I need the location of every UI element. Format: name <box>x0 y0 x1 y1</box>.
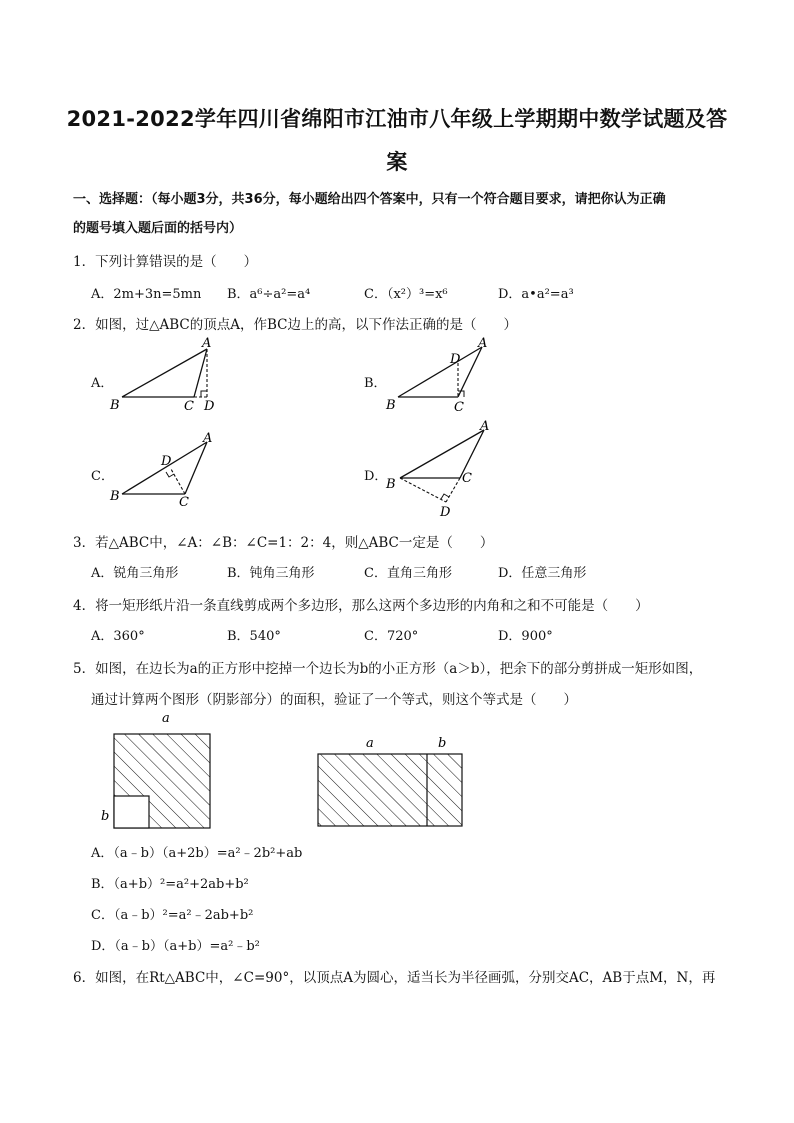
question-1-option-a: A．2m+3n=5mn <box>91 287 202 302</box>
question-3-option-a: A．锐角三角形 <box>91 566 179 581</box>
question-2-option-b-label: B． <box>364 376 387 391</box>
question-2-figure-a <box>100 335 230 420</box>
point-label-c: C <box>184 399 194 414</box>
question-5-option-d: D．（a﹣b）（a+b）=a²﹣b² <box>91 939 260 954</box>
question-2-stem: 2．如图，过△ABC的顶点A，作BC边上的高，以下作法正确的是（ ） <box>73 317 517 333</box>
point-label-c: C <box>462 471 472 486</box>
point-label-b: B <box>386 477 396 492</box>
point-label-c: C <box>454 400 464 415</box>
point-label-a: A <box>202 336 212 351</box>
label-side-b: b <box>438 736 447 751</box>
label-side-b: b <box>101 809 110 824</box>
question-4-stem: 4．将一矩形纸片沿一条直线剪成两个多边形，那么这两个多边形的内角和之和不可能是（ ） <box>73 598 649 614</box>
question-4-option-b: B．540° <box>227 629 281 644</box>
point-label-a: A <box>478 336 488 351</box>
question-3-stem: 3．若△ABC中，∠A：∠B：∠C=1：2：4，则△ABC一定是（ ） <box>73 535 494 551</box>
question-3-option-b: B．钝角三角形 <box>227 566 315 581</box>
question-5-figure-square <box>96 706 226 831</box>
question-2-option-a-label: A． <box>91 376 114 391</box>
question-4-option-a: A．360° <box>91 629 145 644</box>
question-2-option-c-label: C． <box>91 469 114 484</box>
point-label-a: A <box>480 419 490 434</box>
question-2-option-d-label: D． <box>364 469 388 484</box>
point-label-b: B <box>386 398 396 413</box>
page-title: 2021-2022学年四川省绵阳市江油市八年级上学期期中数学试题及答 <box>66 107 728 131</box>
question-5-option-a: A．（a﹣b）（a+2b）=a²﹣2b²+ab <box>91 846 303 861</box>
label-side-a: a <box>162 711 170 726</box>
question-3-option-c: C．直角三角形 <box>364 566 452 581</box>
question-5-stem-continued: 通过计算两个图形（阴影部分）的面积，验证了一个等式，则这个等式是（ ） <box>91 692 577 708</box>
point-label-d: D <box>161 454 172 469</box>
point-label-b: B <box>110 398 120 413</box>
question-5-figure-rectangle <box>310 730 470 830</box>
question-5-option-c: C．（a﹣b）²=a²﹣2ab+b² <box>91 908 254 923</box>
question-1-option-c: C．（x²）³=x⁶ <box>364 287 448 302</box>
question-1-option-d: D．a•a²=a³ <box>498 287 574 302</box>
label-side-a: a <box>366 736 374 751</box>
question-5-option-b: B．（a+b）²=a²+2ab+b² <box>91 877 249 892</box>
question-5-stem: 5．如图，在边长为a的正方形中挖掉一个边长为b的小正方形（a＞b），把余下的部分剪拼成一矩形如图， <box>73 661 703 677</box>
page-title-continued: 案 <box>386 150 408 174</box>
point-label-d: D <box>440 505 451 520</box>
question-4-option-d: D．900° <box>498 629 553 644</box>
question-2-figure-b <box>378 335 508 420</box>
point-label-d: D <box>450 352 461 367</box>
question-6-stem: 6．如图，在Rt△ABC中，∠C=90°，以顶点A为圆心，适当长为半径画弧，分别交AC，AB于点M，N，再 <box>73 970 716 986</box>
question-1-stem: 1．下列计算错误的是（ ） <box>73 254 258 270</box>
point-label-b: B <box>110 489 120 504</box>
question-2-figure-c <box>100 428 230 513</box>
question-4-option-c: C．720° <box>364 629 419 644</box>
question-1-option-b: B．a⁶÷a²=a⁴ <box>227 287 311 302</box>
question-3-option-d: D．任意三角形 <box>498 566 587 581</box>
section-heading: 一、选择题：（每小题3分，共36分，每小题给出四个答案中，只有一个符合题目要求，请把你认为正确 <box>73 192 666 207</box>
point-label-d: D <box>204 399 215 414</box>
section-heading-continued: 的题号填入题后面的括号内） <box>73 221 243 236</box>
point-label-a: A <box>203 431 213 446</box>
point-label-c: C <box>179 495 189 510</box>
question-2-figure-d <box>380 420 510 520</box>
